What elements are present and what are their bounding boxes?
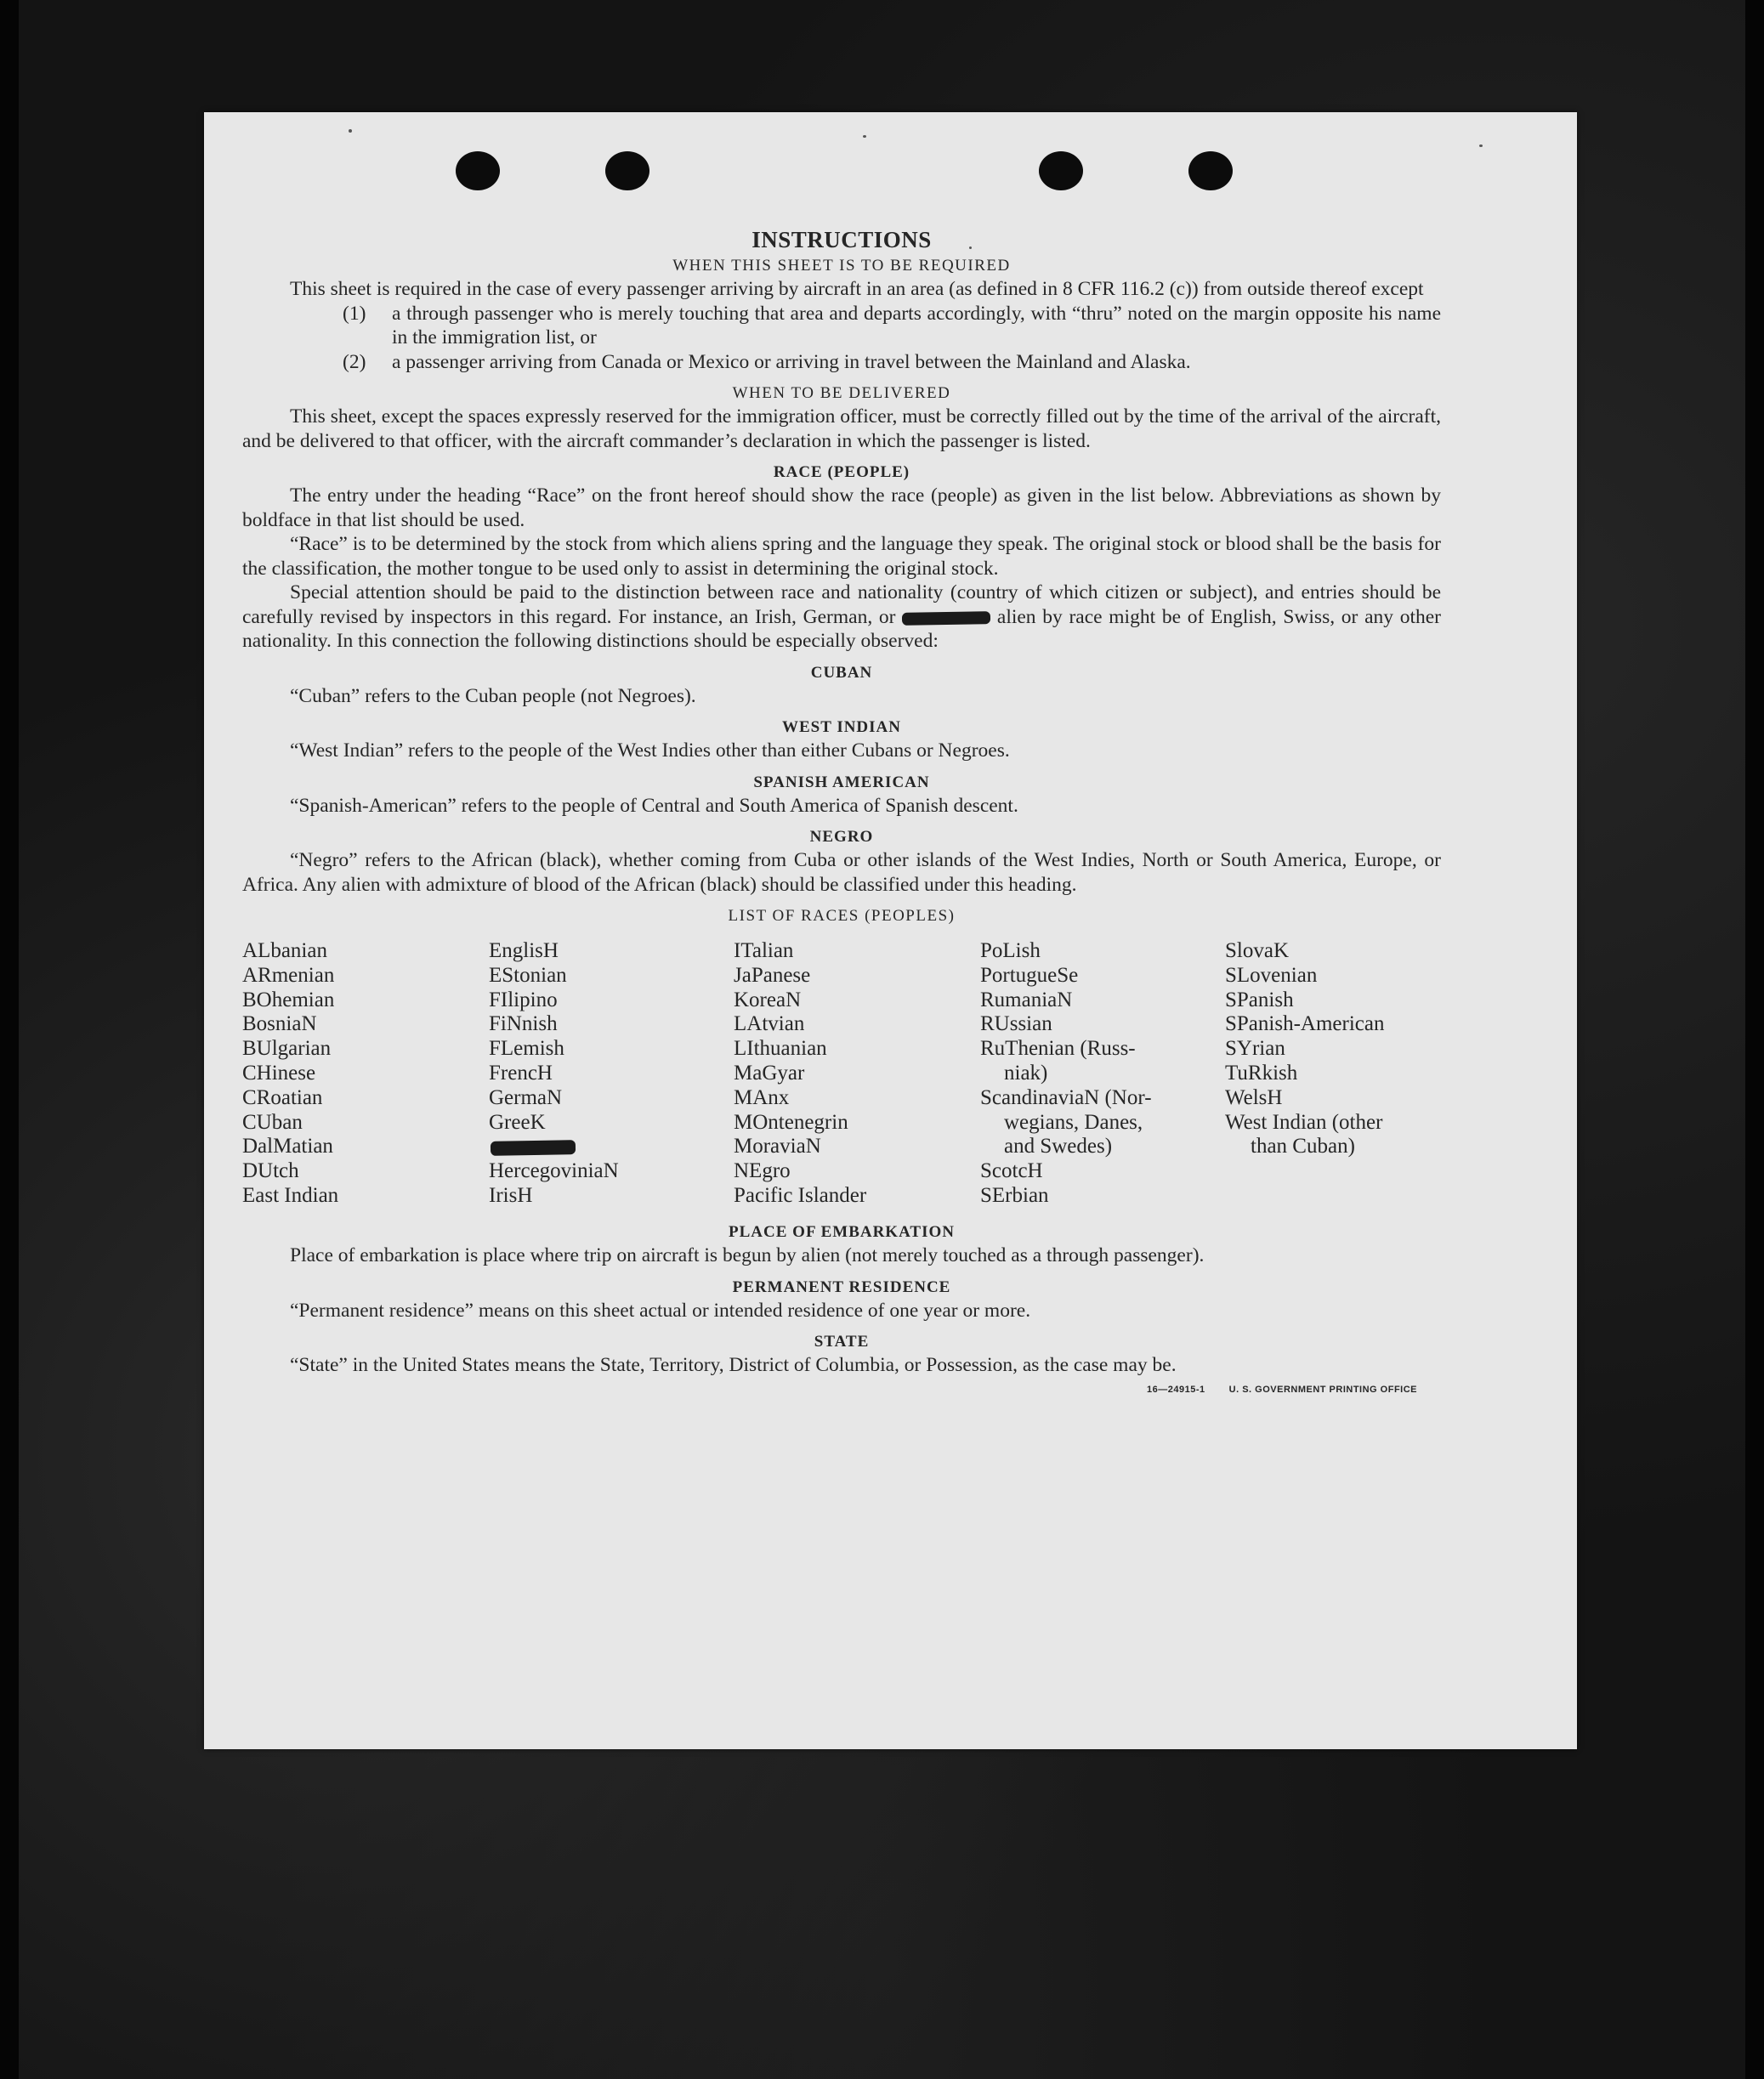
race-column-2	[489, 939, 619, 1209]
race-paragraph-3-end: alien by race might be of English, Swiss, or any other nationality. In this connection the following distinctions should be especially observed:	[242, 605, 1441, 652]
heading-list-of-races: LIST OF RACES (PEOPLES)	[728, 907, 956, 925]
race-entry: GreeK	[489, 1110, 546, 1134]
heading-race: RACE (PEOPLE)	[773, 463, 910, 481]
race-entry: NEgro	[734, 1159, 791, 1183]
speck	[1479, 144, 1483, 147]
list-item	[242, 350, 1441, 375]
race-entry: West Indian (other	[1225, 1110, 1383, 1134]
race-entry: wegians, Danes,	[1004, 1110, 1143, 1134]
race-column-4	[980, 939, 1152, 1209]
race-entry: ScotcH	[980, 1159, 1043, 1183]
print-code	[1147, 1378, 1417, 1402]
heading-permanent-residence: PERMANENT RESIDENCE	[732, 1277, 951, 1296]
race-entry: CRoatian	[242, 1085, 323, 1109]
race-entry: ARmenian	[242, 963, 335, 987]
race-entry: LAtvian	[734, 1012, 805, 1036]
race-entry: DalMatian	[242, 1135, 333, 1158]
punch-hole-icon	[1039, 151, 1083, 190]
race-entry: KoreaN	[734, 988, 802, 1011]
race-paragraph-1: The entry under the heading “Race” on the front hereof should show the race (people) as given in the list below. Abbreviations as shown by boldface in that list should be used.	[242, 484, 1441, 531]
document-content	[242, 226, 1441, 1410]
race-entry: SPanish-American	[1225, 1012, 1385, 1036]
race-entry: SlovaK	[1225, 939, 1289, 962]
race-entry: ScandinaviaN (Nor-	[980, 1085, 1152, 1109]
document-sheet	[204, 112, 1577, 1749]
race-entry: TuRkish	[1225, 1061, 1298, 1085]
when-required-intro: This sheet is required in the case of every passenger arriving by aircraft in an area (as defined in 8 CFR 116.2 (c)) from outside thereof except	[290, 278, 1424, 300]
race-entry: DUtch	[242, 1159, 299, 1183]
race-list	[242, 939, 1441, 1213]
punch-hole-icon	[605, 151, 649, 190]
document-title: INSTRUCTIONS	[752, 227, 932, 252]
race-column-3	[734, 939, 866, 1209]
redaction-mark	[902, 611, 990, 626]
race-entry: MaGyar	[734, 1061, 805, 1085]
race-entry: PortugueSe	[980, 963, 1079, 987]
heading-when-delivered: WHEN TO BE DELIVERED	[732, 384, 951, 402]
race-entry: FiNnish	[489, 1012, 558, 1036]
heading-spanish-american: SPANISH AMERICAN	[753, 773, 930, 791]
permanent-residence-text: “Permanent residence” means on this sheet actual or intended residence of one year or more.	[290, 1299, 1031, 1322]
race-entry: JaPanese	[734, 963, 811, 987]
race-entry: BOhemian	[242, 988, 335, 1011]
list-item-number: (2)	[343, 350, 366, 373]
race-entry: MOntenegrin	[734, 1110, 848, 1134]
form-number: 16—24915-1	[1147, 1384, 1205, 1395]
speck	[863, 135, 866, 138]
speck	[349, 129, 352, 133]
heading-cuban: CUBAN	[810, 663, 873, 682]
embarkation-text: Place of embarkation is place where trip on aircraft is begun by alien (not merely touched as a through passenger).	[290, 1244, 1205, 1266]
race-entry: SLovenian	[1225, 963, 1318, 987]
race-paragraph-3	[242, 581, 1441, 654]
race-entry: CUban	[242, 1110, 303, 1134]
race-entry-redacted	[489, 1135, 619, 1159]
list-item	[242, 302, 1441, 350]
race-entry: BUlgarian	[242, 1037, 332, 1061]
race-entry: Pacific Islander	[734, 1183, 867, 1207]
heading-embarkation: PLACE OF EMBARKATION	[729, 1223, 955, 1241]
race-entry: EStonian	[489, 963, 567, 987]
race-entry: East Indian	[242, 1183, 339, 1207]
race-entry: FrencH	[489, 1061, 553, 1085]
race-column-1	[242, 939, 338, 1209]
race-paragraph-2: “Race” is to be determined by the stock from which aliens spring and the language they speak. The original stock or blood shall be the basis for the classification, the mother tongue to be used only to assist in determining the original stock.	[242, 533, 1441, 580]
race-entry: IrisH	[489, 1183, 533, 1207]
race-column-5	[1225, 939, 1384, 1159]
negro-text: “Negro” refers to the African (black), whether coming from Cuba or other islands of the West Indies, North or South America, Europe, or Africa. Any alien with admixture of blood of the African (black) should be classified under this heading.	[242, 849, 1441, 896]
race-entry: FIlipino	[489, 988, 558, 1011]
heading-west-indian: WEST INDIAN	[782, 718, 901, 736]
race-entry: and Swedes)	[1004, 1135, 1113, 1158]
race-entry: SYrian	[1225, 1037, 1285, 1061]
race-entry: MoraviaN	[734, 1135, 821, 1158]
spanish-american-text: “Spanish-American” refers to the people of Central and South America of Spanish descent.	[290, 794, 1018, 817]
race-entry: PoLish	[980, 939, 1041, 962]
race-entry: HercegoviniaN	[489, 1159, 619, 1183]
printer-name: U. S. GOVERNMENT PRINTING OFFICE	[1228, 1384, 1417, 1395]
race-entry: ALbanian	[242, 939, 327, 962]
race-entry: ITalian	[734, 939, 794, 962]
footer	[242, 1378, 1441, 1411]
race-entry: WelsH	[1225, 1085, 1283, 1109]
scan-edge-left	[0, 0, 19, 2079]
scan-edge-right	[1745, 0, 1764, 2079]
race-entry: RumaniaN	[980, 988, 1073, 1011]
race-entry: BosniaN	[242, 1012, 317, 1036]
state-text: “State” in the United States means the State, Territory, District of Columbia, or Possession, as the case may be.	[290, 1354, 1177, 1376]
race-entry: EnglisH	[489, 939, 559, 962]
race-entry: than Cuban)	[1251, 1135, 1355, 1158]
west-indian-text: “West Indian” refers to the people of the West Indies other than either Cubans or Negroes.	[290, 739, 1010, 762]
heading-state: STATE	[814, 1333, 870, 1351]
redaction-mark	[491, 1140, 576, 1156]
punch-hole-icon	[1188, 151, 1233, 190]
list-item-number: (1)	[343, 302, 366, 325]
race-entry: CHinese	[242, 1061, 316, 1085]
list-item-text: a through passenger who is merely touching that area and departs accordingly, with “thru” noted on the margin opposite his name in the immigration list, or	[392, 302, 1441, 348]
race-entry: LIthuanian	[734, 1037, 827, 1061]
race-entry: SErbian	[980, 1183, 1049, 1207]
when-delivered-text: This sheet, except the spaces expressly reserved for the immigration officer, must be correctly filled out by the time of the arrival of the aircraft, and be delivered to that officer, with the aircraft commander’s declaration in which the passenger is listed.	[242, 405, 1441, 452]
race-entry: MAnx	[734, 1085, 790, 1109]
race-paragraph-3-start: Special attention should be paid to the distinction between race and nationality (country of which citizen or subject), and entries should be carefully revised by inspectors in this regard. For instance, an Irish, German, or	[242, 581, 1441, 628]
race-entry: SPanish	[1225, 988, 1294, 1011]
list-item-text: a passenger arriving from Canada or Mexico or arriving in travel between the Mainland and Alaska.	[392, 350, 1191, 373]
race-entry: FLemish	[489, 1037, 564, 1061]
race-entry: RuThenian (Russ-	[980, 1037, 1136, 1061]
punch-hole-icon	[456, 151, 500, 190]
heading-when-required: WHEN THIS SHEET IS TO BE REQUIRED	[672, 257, 1011, 275]
race-entry: GermaN	[489, 1085, 563, 1109]
race-entry: niak)	[1004, 1061, 1048, 1085]
heading-negro: NEGRO	[809, 828, 874, 846]
cuban-text: “Cuban” refers to the Cuban people (not Negroes).	[290, 684, 696, 707]
race-entry: RUssian	[980, 1012, 1052, 1036]
